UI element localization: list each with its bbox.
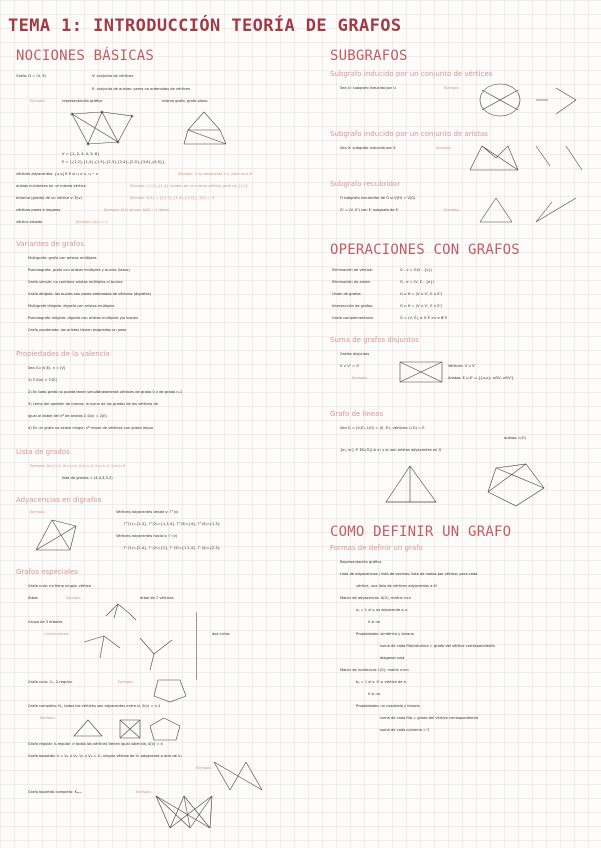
variante-item: Multigrafo: grafo con aristas múltiples <box>28 256 97 260</box>
propiedad-item: 2) En todo grafo no puede tener simultáneamente vértices de grado 0 y de grado n-1 <box>28 390 183 394</box>
ciclo-example-label: Ejemplo: <box>118 680 134 684</box>
edge-set: E = {{1,2},{1,4},{1,5},{2,3},{2,4},{2,5},{3,6},{4,5}} <box>62 160 165 164</box>
graph-figure-1 <box>62 108 142 150</box>
definir-heading: COMO DEFINIR UN GRAFO <box>330 524 512 540</box>
grafo-def: Grafo: G = (V, E) <box>16 74 47 78</box>
ex-entorno: Ejemplo: E(1) = {{1,2},{1,4},{1,5}}, δ(1) = 3 <box>130 196 215 200</box>
op-value: G - v = G(V - {v}) <box>400 268 433 272</box>
op-value: G ∪ H = (V ∪ V', E ∪ E') <box>400 292 443 296</box>
operaciones-heading: OPERACIONES CON GRAFOS <box>330 242 520 258</box>
suma-heading: Suma de grafos disjuntos <box>330 336 419 344</box>
ex-adyacentes: Ejemplo: 1 es adyacente a 2, pero no a 6 <box>178 172 252 176</box>
op-label: Unión de grafos: <box>332 292 362 296</box>
op-label: Intersección de grafos: <box>332 304 374 308</box>
definir-item: bᵢⱼ = 1 si vᵢ ∈ eⱼ vértice de eⱼ <box>356 680 407 684</box>
aristas-heading: Subgrafo inducido por un conjunto de aristas <box>330 130 488 138</box>
definir-item: Propiedades: no cuadrada y binaria <box>356 704 420 708</box>
arbol-note: árbol de 7 vértices <box>140 596 174 600</box>
lineas-text-2: aristas: L(G) <box>504 436 526 440</box>
definir-item: Propiedades: simétrica y binaria <box>356 632 414 636</box>
aristas-text: Sea X: subgrafo inducido por X <box>340 146 396 150</box>
adyacencias-heading: Adyacencias en digrafos <box>16 496 102 504</box>
op-value: G - e = (V, E - {e}) <box>400 280 435 284</box>
adyacencias-l3: Vértices adyacentes hacia v: Γ⁻(v) <box>116 534 178 538</box>
definir-item: Matriz de adyacencia: A(G), matriz n×n <box>340 596 412 600</box>
definir-item: vértice, una lista de vértices adyacentes a él <box>356 584 437 588</box>
inducido-heading: Subgrafo inducido por un conjunto de vértices <box>330 70 493 78</box>
propiedad-item: 4) En un grafo no existe ningún nº impar de vértices con grado impar <box>28 426 154 430</box>
def-pares-impares: vértices pares e impares <box>16 208 61 212</box>
edge-subgraph-figure <box>466 140 590 176</box>
lista-example: Ejemplo: δ(v₁)=2, δ(v₂)=4, δ(v₃)=3, δ(v₄)=3, δ(v₅)=4 <box>30 464 126 468</box>
vertex-set: V = {1, 2, 3, 4, 5, 6} <box>62 152 100 156</box>
definir-item: aᵢⱼ = 1 si vᵢ es adyacente a vⱼ <box>356 608 408 612</box>
bipartito-completo: Grafo bipartito completo: Kₘ,ₙ <box>28 790 82 794</box>
definir-subheading: Formas de definir un grafo <box>330 544 423 552</box>
propiedad-item: Sea G=(V,E), n = |V| <box>28 366 66 370</box>
bipartito-example-label: Ejemplo: <box>196 766 212 770</box>
recubridor-text-1: H subgrafo recubridor de G si V(H) = V(G) <box>340 196 416 200</box>
variante-item: Grafo simple: no contiene aristas múltiples ni bucles <box>28 280 123 284</box>
definir-item: diagonal nula <box>380 656 405 660</box>
recubridor-example-label: Ejemplo: <box>444 208 460 212</box>
nociones-heading: NOCIONES BÁSICAS <box>16 48 155 64</box>
definir-item: 0 si no <box>368 692 380 696</box>
rep-grafica-label: representación gráfica <box>62 99 103 103</box>
op-value: Ḡ = (V, Ē), e ∈ Ē ⟺ e ∉ E <box>400 316 448 320</box>
ex-aislado: Ejemplo: δ(v) = 0 <box>76 220 108 224</box>
variante-item: Grafo ponderado: las aristas tienen asignadas un peso <box>28 328 127 332</box>
lista-heading: Lista de grados <box>16 448 70 456</box>
induced-subgraph-figure <box>476 80 586 122</box>
sum-graph-figure <box>396 356 446 388</box>
definir-item: Matriz de incidencia: I(G), matriz n×m <box>340 668 409 672</box>
page-title: TEMA 1: INTRODUCCIÓN TEORÍA DE GRAFOS <box>8 16 402 36</box>
variante-item: Multigrafo dirigido: digrafo con aristas múltiples <box>28 304 115 308</box>
definir-item: suma de cada columna = 2 <box>380 728 430 732</box>
tree-forest-figure <box>80 632 180 674</box>
op-value: G ∩ H = (V ∩ V', E ∩ E') <box>400 304 443 308</box>
definir-item: Lista de adyacencias / lista de vecinos: lista de nodos por vértice, para cada <box>340 572 478 576</box>
dos-ciclos: dos ciclos <box>212 632 230 636</box>
grafo-ciclo: Grafo ciclo: Cₙ, 2-regular <box>28 680 73 684</box>
graph-figure-plane <box>176 108 236 150</box>
e-def: E: conjunto de aristas: pares no ordenados de vértices <box>92 87 191 91</box>
recubridor-text-2: G' = (V, E') con E' subgrafo de E <box>340 208 398 212</box>
variante-item: Pseudografo: grafo con aristas múltiples y bucles (lazos) <box>28 268 130 272</box>
def-incidentes: aristas incidentes en un mismo vértice <box>16 184 86 188</box>
adyacencias-l4: Γ⁻(1)={2,4}, Γ⁻(2)={1}, Γ⁻(3)={1,2,4}, Γ⁻(4)={2,3} <box>124 546 221 550</box>
lista-result: lista de grados = (4,4,3,3,2) <box>62 476 113 480</box>
lineas-text-3: {e₁, e₂} ∈ E(L(G)) si e₁ y e₂ son aristas adyacentes en G <box>340 448 442 452</box>
recubridor-heading: Subgrafo recubridor <box>330 180 401 188</box>
propiedad-item: igual al doble del nº de aristas Σ δ(v) = 2|E| <box>28 414 107 418</box>
inducido-example-label: Ejemplo: <box>444 86 460 90</box>
ex-incidentes: Ejemplo: {1,2},{1,4} inciden en un mismo vértice, pero no {1,2} <box>130 184 249 188</box>
grafo-regular: Grafo regular: k-regular ⇒ todos los vértices tienen igual valencia, δ(v) = k <box>28 742 163 746</box>
line-graph-figure <box>376 458 556 512</box>
combinatoria-label: Combinatoria: <box>44 632 70 636</box>
complete-graph-figure <box>68 716 188 742</box>
suma-text-2: V ∩ V' = ∅ <box>340 364 360 368</box>
suma-example-label: Ejemplo: <box>352 376 368 380</box>
definir-item: Representación gráfica <box>340 560 382 564</box>
especiales-heading: Grafos especiales <box>16 568 78 576</box>
def-adyacentes: vértices adyacentes: {u,v}∈ E si u ≠ v, u ∼ v <box>16 172 99 176</box>
divider <box>196 612 197 680</box>
suma-text-1: Grafos disjuntos <box>340 352 370 356</box>
cycle-figure <box>150 676 190 704</box>
spanning-subgraph-figure <box>476 192 586 228</box>
op-label: Grafo complementario: <box>332 316 374 320</box>
grafo-completo: Grafo completo: Kₙ, todos los vértices son adyacentes entre sí, δ(v) = n-1 <box>28 704 161 708</box>
inducido-text: Sea U: subgrafo inducido por U <box>340 86 396 90</box>
propiedad-item: 3) Lema del apretón de manos: la suma de los grados de los vértices de <box>28 402 159 406</box>
aristas-example-label: Ejemplo: <box>436 146 452 150</box>
subgrafos-heading: SUBGRAFOS <box>330 48 408 64</box>
adyacencias-l2: Γ⁺(1)={2,3}, Γ⁺(2)={1,3,4}, Γ⁺(3)={4}, Γ⁺(4)={1,3} <box>124 522 221 526</box>
suma-result-2: Aristas: E ∪ E' ∪ {{u,v}: u∈V, v∈V'} <box>448 376 514 380</box>
adyacencias-l1: Vértices adyacentes desde v: Γ⁺(v) <box>116 510 179 514</box>
rep-plano-label: mismo grafo, grafo plano <box>162 99 208 103</box>
def-aislado: vértice aislado <box>16 220 43 224</box>
def-entorno: entorno (grado) de un vértice v: E(v) <box>16 196 82 200</box>
tree-figure <box>100 600 140 622</box>
arbol-label: Árbol: <box>28 596 39 600</box>
variantes-heading: Variantes de grafos <box>16 240 84 248</box>
complete-bipartite-figure <box>150 790 230 834</box>
grafo-bipartito: Grafo bipartito: V = V₁ ∪ V₂, V₁ ∩ V₂ = ∅, ningún vértice de V₁ adyacente a otro de V₁ <box>28 754 182 758</box>
lineas-text-1: Sea G = (V,E), L(G) = (E, E'), vértices: L(G) = E <box>340 426 425 430</box>
propiedad-item: 1) Σ δ(v) = 2·|E| <box>28 378 57 382</box>
ex-pares-impares: Ejemplo: E(2) es par, δ(6) = 1 impar <box>104 208 170 212</box>
op-label: Eliminación de arista: <box>332 280 371 284</box>
variante-item: Grafo dirigido: los bucles son pares ordenados de vértices (digrafos) <box>28 292 152 296</box>
completo-example-label: Ejemplo: <box>40 716 56 720</box>
digraph-figure <box>30 516 84 556</box>
variante-item: Pseudografo dirigido: digrafo con aristas múltiples y/o bucles <box>28 316 138 320</box>
grafo-nulo: Grafo nulo: no tiene ningún vértice <box>28 584 91 588</box>
nociones-example-label: Ejemplo: <box>30 99 46 103</box>
definir-item: 0 si no <box>368 620 380 624</box>
adyacencias-example-label: Ejemplo: <box>30 510 46 514</box>
lineas-heading: Grafo de líneas <box>330 410 384 418</box>
bip-complete-example-label: Ejemplo: <box>136 790 152 794</box>
definir-item: suma de cada fila/columna = grado del vértice correspondiente <box>380 644 495 648</box>
op-label: Eliminación de vértice: <box>332 268 374 272</box>
definir-item: suma de cada fila = grado del vértice correspondiente <box>380 716 479 720</box>
arbol-example-label: Ejemplo: <box>66 596 82 600</box>
propiedades-heading: Propiedades de la valencia <box>16 350 110 358</box>
v-def: V: conjunto de vértices <box>92 74 134 78</box>
suma-result-1: Vértices: V ∪ V' <box>448 364 476 368</box>
tres-arboles: Grupo de 3 árboles <box>28 620 63 624</box>
